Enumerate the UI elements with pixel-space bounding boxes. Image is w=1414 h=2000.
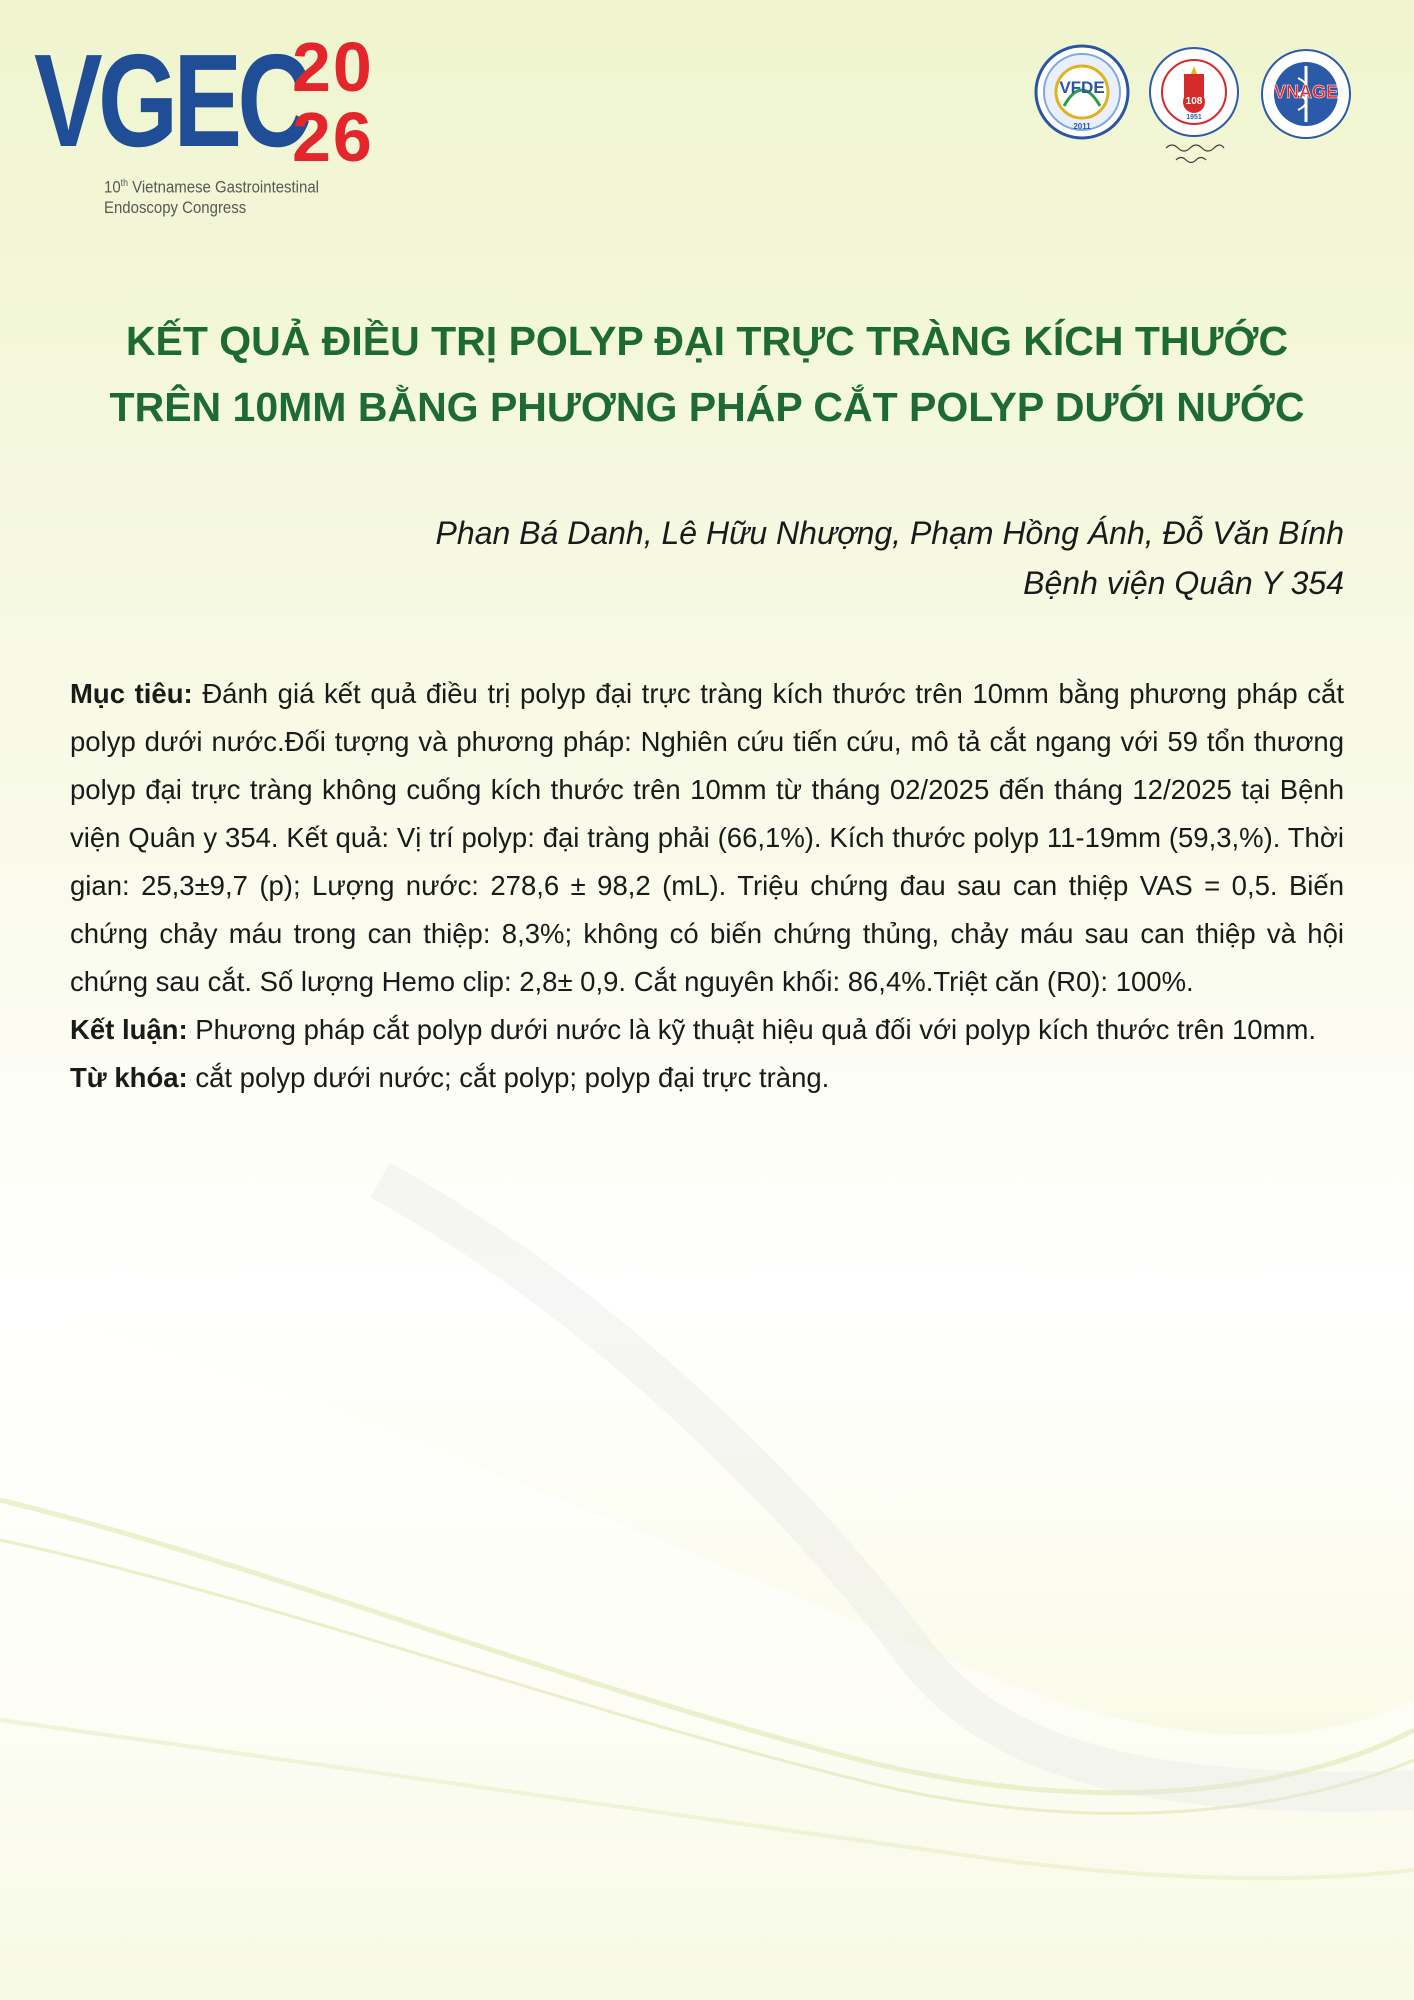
author-affiliation: Bệnh viện Quân Y 354	[1023, 565, 1344, 601]
paper-title	[60, 308, 1354, 440]
paper-title-line2: TRÊN 10MM BẰNG PHƯƠNG PHÁP CẮT POLYP DƯỚI NƯỚC	[109, 384, 1305, 430]
vgec-logo	[34, 26, 414, 226]
abstract-keywords	[70, 1054, 1344, 1102]
author-names: Phan Bá Danh, Lê Hữu Nhượng, Phạm Hồng Ánh, Đỗ Văn Bính	[435, 515, 1344, 551]
vfde-year: 2011	[1073, 122, 1091, 131]
hospital-108-seal-icon	[1146, 44, 1242, 140]
vgec-year-top: 20	[292, 28, 374, 106]
conclusion-text: Phương pháp cắt polyp dưới nước là kỹ thuật hiệu quả đối với polyp kích thước trên 10mm.	[187, 1014, 1317, 1045]
vfde-label: VFDE	[1059, 78, 1105, 97]
vgec-sub-line2: Endoscopy Congress	[104, 197, 247, 217]
vgec-logo-subtitle	[104, 174, 319, 218]
objective-label: Mục tiêu:	[70, 678, 193, 709]
vgec-sub-suffix: th	[120, 178, 128, 189]
vgec-sub-ordinal: 10	[104, 177, 121, 197]
abstract	[70, 670, 1344, 1102]
vgec-sub-line1: Vietnamese Gastrointestinal	[127, 177, 319, 197]
abstract-conclusion	[70, 1006, 1344, 1054]
vgec-year-bottom: 26	[292, 98, 374, 176]
motto-script-icon	[1164, 140, 1226, 166]
hospital-108-year: 1951	[1186, 114, 1202, 121]
keywords-text: cắt polyp dưới nước; cắt polyp; polyp đại trực tràng.	[187, 1062, 830, 1093]
vgec-logo-letters: VGEC	[34, 27, 308, 174]
vnage-label: VNAGE	[1273, 82, 1338, 102]
keywords-label: Từ khóa:	[70, 1062, 188, 1093]
vnage-seal-icon	[1258, 48, 1354, 144]
vfde-seal-icon	[1034, 44, 1130, 140]
abstract-objective	[70, 670, 1344, 1006]
objective-text: Đánh giá kết quả điều trị polyp đại trực tràng kích thước trên 10mm bằng phương pháp cắt polyp dưới nước.Đối tượng và phương pháp: Nghiên cứu tiến cứu, mô tả cắt ngang với 59 tổn thương polyp đại trực tràng không cuống kích thước trên 10mm từ tháng 02/2025 đến tháng 12/2025 tại Bệnh viện Quân y 354. Kết quả: Vị trí polyp: đại tràng phải (66,1%). Kích thước polyp 11-19mm (59,3,%). Thời gian: 25,3±9,7 (p); Lượng nước: 278,6 ± 98,2 (mL). Triệu chứng đau sau can thiệp VAS = 0,5. Biến chứng chảy máu trong can thiệp: 8,3%; không có biến chứng thủng, chảy máu sau can thiệp và hội chứng sau cắt. Số lượng Hemo clip: 2,8± 0,9. Cắt nguyên khối: 86,4%.Triệt căn (R0): 100%.	[70, 678, 1344, 997]
authors-block	[144, 508, 1344, 608]
vgec-logo-year	[292, 28, 374, 176]
hospital-108-label: 108	[1185, 96, 1203, 107]
conclusion-label: Kết luận:	[70, 1014, 188, 1045]
partner-logos	[1034, 44, 1364, 174]
paper-title-line1: KẾT QUẢ ĐIỀU TRỊ POLYP ĐẠI TRỰC TRÀNG KÍCH THƯỚC	[125, 318, 1289, 364]
